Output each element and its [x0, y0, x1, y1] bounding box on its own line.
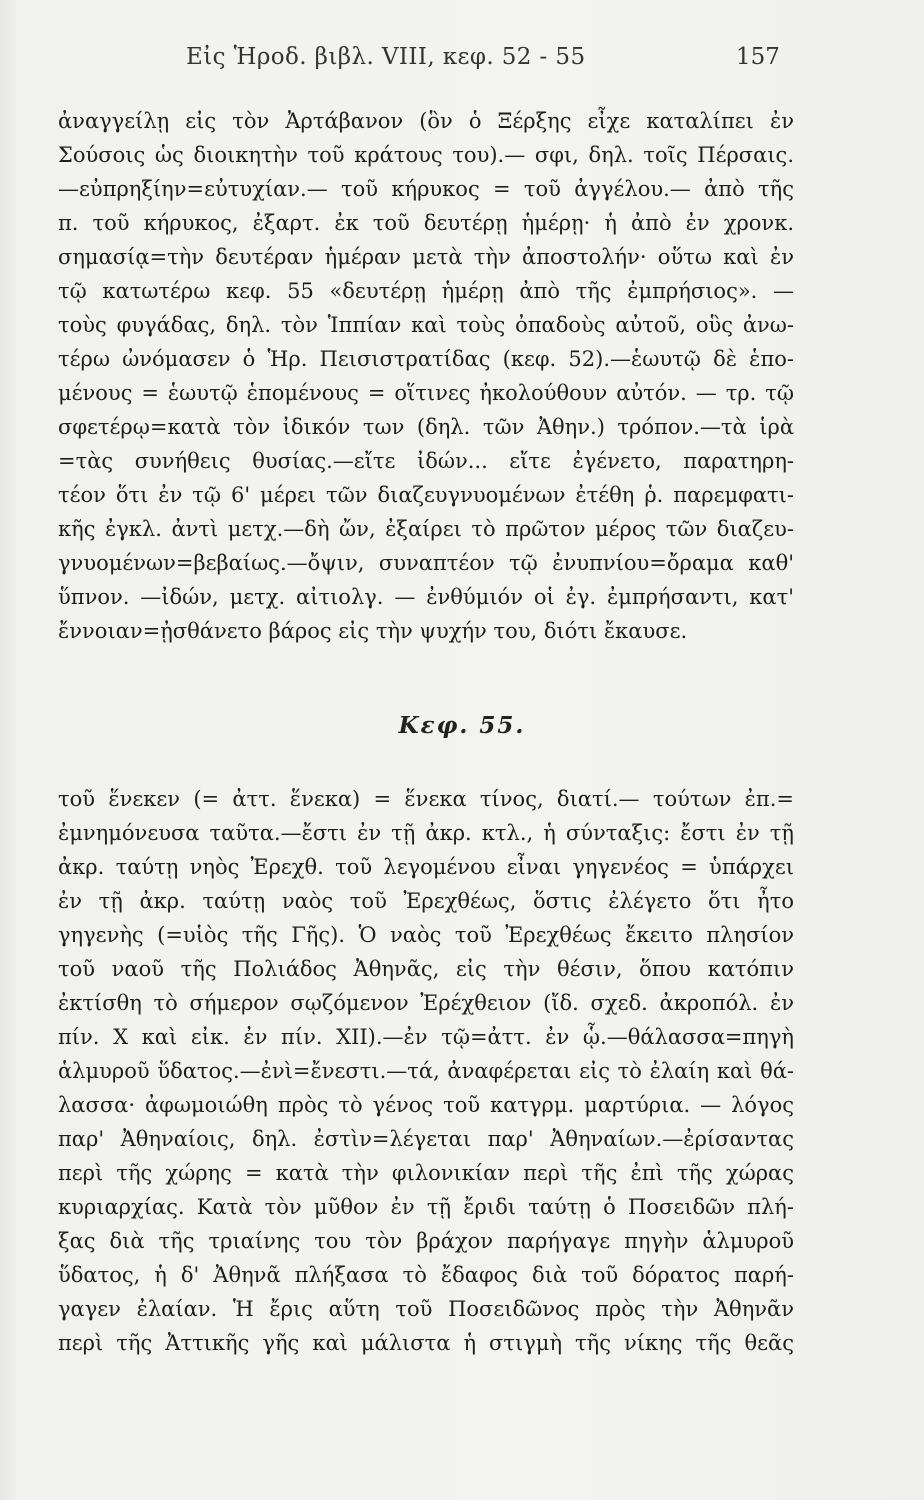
text-line: ὕδατος, ἡ δ' Ἀθηνᾶ πλήξασα τὸ ἔδαφος διὰ τοῦ δόρατος παρή-: [58, 1263, 794, 1287]
text-line: —εὐπρηξίην=εὐτυχίαν.— τοῦ κήρυκος = τοῦ ἀγγέλου.— ἀπὸ τῆς: [58, 177, 794, 201]
text-line: περὶ τῆς χώρης = κατὰ τὴν φιλονικίαν περὶ τῆς ἐπὶ τῆς χώρας: [58, 1161, 794, 1185]
text-line: ἐκτίσθη τὸ σήμερον σῳζόμενον Ἐρέχθειον (ἴδ. σχεδ. ἀκροπόλ. ἐν: [58, 991, 794, 1015]
page-header: [0, 44, 924, 84]
text-line: ἐμνημόνευσα ταῦτα.—ἔστι ἐν τῇ ἀκρ. κτλ., ἡ σύνταξις: ἔστι ἐν τῇ: [58, 821, 794, 845]
page-number: 157: [736, 44, 780, 70]
text-line: ἔννοιαν=ᾐσθάνετο βάρος εἰς τὴν ψυχήν του, διότι ἔκαυσε.: [58, 619, 688, 643]
commentary-paragraph-top: [58, 104, 794, 648]
text-line: ἀκρ. ταύτῃ νηὸς Ἐρεχθ. τοῦ λεγομένου εἶναι γηγενέος = ὑπάρχει: [58, 855, 794, 879]
text-line: =τὰς συνήθεις θυσίας.—εἴτε ἰδών... εἴτε ἐγένετο, παρατηρη-: [58, 449, 794, 473]
text-line: τοὺς φυγάδας, δηλ. τὸν Ἱππίαν καὶ τοὺς ὀπαδοὺς αὐτοῦ, οὓς ἀνω-: [58, 313, 794, 337]
text-line: πίν. X καὶ εἰκ. ἐν πίν. XII).—ἐν τῷ=ἀττ. ἐν ᾧ.—θάλασσα=πηγὴ: [58, 1025, 794, 1049]
text-line: ἐν τῇ ἀκρ. ταύτῃ ναὸς τοῦ Ἐρεχθέως, ὅστις ἐλέγετο ὅτι ἦτο: [58, 889, 794, 913]
commentary-paragraph-bottom: [58, 782, 794, 1360]
running-title: Εἰς Ἡροδ. βιβλ. VIII, κεφ. 52 - 55: [186, 44, 586, 70]
text-line: Σούσοις ὡς διοικητὴν τοῦ κράτους του).— σφι, δηλ. τοῖς Πέρσαις.: [58, 143, 794, 167]
text-line: τέον ὅτι ἐν τῷ 6' μέρει τῶν διαζευγνυομένων ἐτέθη ῥ. παρεμφατι-: [58, 483, 794, 507]
text-line: τοῦ ἕνεκεν (= ἀττ. ἕνεκα) = ἕνεκα τίνος, διατί.— τούτων ἐπ.=: [58, 787, 794, 811]
text-line: κῆς ἐγκλ. ἀντὶ μετχ.—δὴ ὤν, ἐξαίρει τὸ πρῶτον μέρος τῶν διαζευ-: [58, 517, 794, 541]
text-line: ἁλμυροῦ ὕδατος.—ἐνὶ=ἔνεστι.—τά, ἀναφέρεται εἰς τὸ ἐλαίη καὶ θά-: [58, 1059, 794, 1083]
text-line: γαγεν ἐλαίαν. Ἡ ἔρις αὕτη τοῦ Ποσειδῶνος πρὸς τὴν Ἀθηνᾶν: [58, 1297, 794, 1321]
text-line: μένους = ἑωυτῷ ἑπομένους = οἵτινες ἠκολούθουν αὐτόν. — τρ. τῷ: [58, 381, 794, 405]
text-line: παρ' Ἀθηναίοις, δηλ. ἐστὶν=λέγεται παρ' Ἀθηναίων.—ἐρίσαντας: [58, 1127, 794, 1151]
text-line: λασσα· ἀφωμοιώθη πρὸς τὸ γένος τοῦ κατγρμ. μαρτύρια. — λόγος: [58, 1093, 794, 1117]
text-line: τῷ κατωτέρω κεφ. 55 «δευτέρῃ ἡμέρῃ ἀπὸ τῆς ἐμπρήσιος». —: [58, 279, 794, 303]
text-line: τέρω ὠνόμασεν ὁ Ἡρ. Πεισιστρατίδας (κεφ. 52).—ἑωυτῷ δὲ ἑπο-: [58, 347, 794, 371]
text-line: π. τοῦ κήρυκος, ἐξαρτ. ἐκ τοῦ δευτέρῃ ἡμέρῃ· ἡ ἀπὸ ἐν χρονκ.: [58, 211, 794, 235]
text-line: γνυομένων=βεβαίως.—ὄψιν, συναπτέον τῷ ἐνυπνίου=ὄραμα καθ': [58, 551, 794, 575]
text-line: σημασίᾳ=τὴν δευτέραν ἡμέραν μετὰ τὴν ἀποστολήν· οὕτω καὶ ἐν: [58, 245, 794, 269]
text-line: ὕπνον. —ἰδών, μετχ. αἰτιολγ. — ἐνθύμιόν οἱ ἐγ. ἐμπρήσαντι, κατ': [58, 585, 794, 609]
text-line: κυριαρχίας. Κατὰ τὸν μῦθον ἐν τῇ ἔριδι ταύτῃ ὁ Ποσειδῶν πλή-: [58, 1195, 794, 1219]
text-line: περὶ τῆς Ἀττικῆς γῆς καὶ μάλιστα ἡ στιγμὴ τῆς νίκης τῆς θεᾶς: [58, 1331, 794, 1355]
text-line: γηγενὴς (=υἱὸς τῆς Γῆς). Ὁ ναὸς τοῦ Ἐρεχθέως ἔκειτο πλησίον: [58, 923, 794, 947]
text-line: σφετέρῳ=κατὰ τὸν ἰδικόν των (δηλ. τῶν Ἀθην.) τρόπον.—τὰ ἱρὰ: [58, 415, 794, 439]
section-heading: Κεφ. 55.: [398, 712, 526, 739]
text-line: ξας διὰ τῆς τριαίνης του τὸν βράχον παρήγαγε πηγὴν ἁλμυροῦ: [58, 1229, 794, 1253]
text-line: τοῦ ναοῦ τῆς Πολιάδος Ἀθηνᾶς, εἰς τὴν θέσιν, ὅπου κατόπιν: [58, 957, 794, 981]
text-line: ἀναγγείλῃ εἰς τὸν Ἀρτάβανον (ὃν ὁ Ξέρξης εἶχε καταλίπει ἐν: [58, 109, 794, 133]
